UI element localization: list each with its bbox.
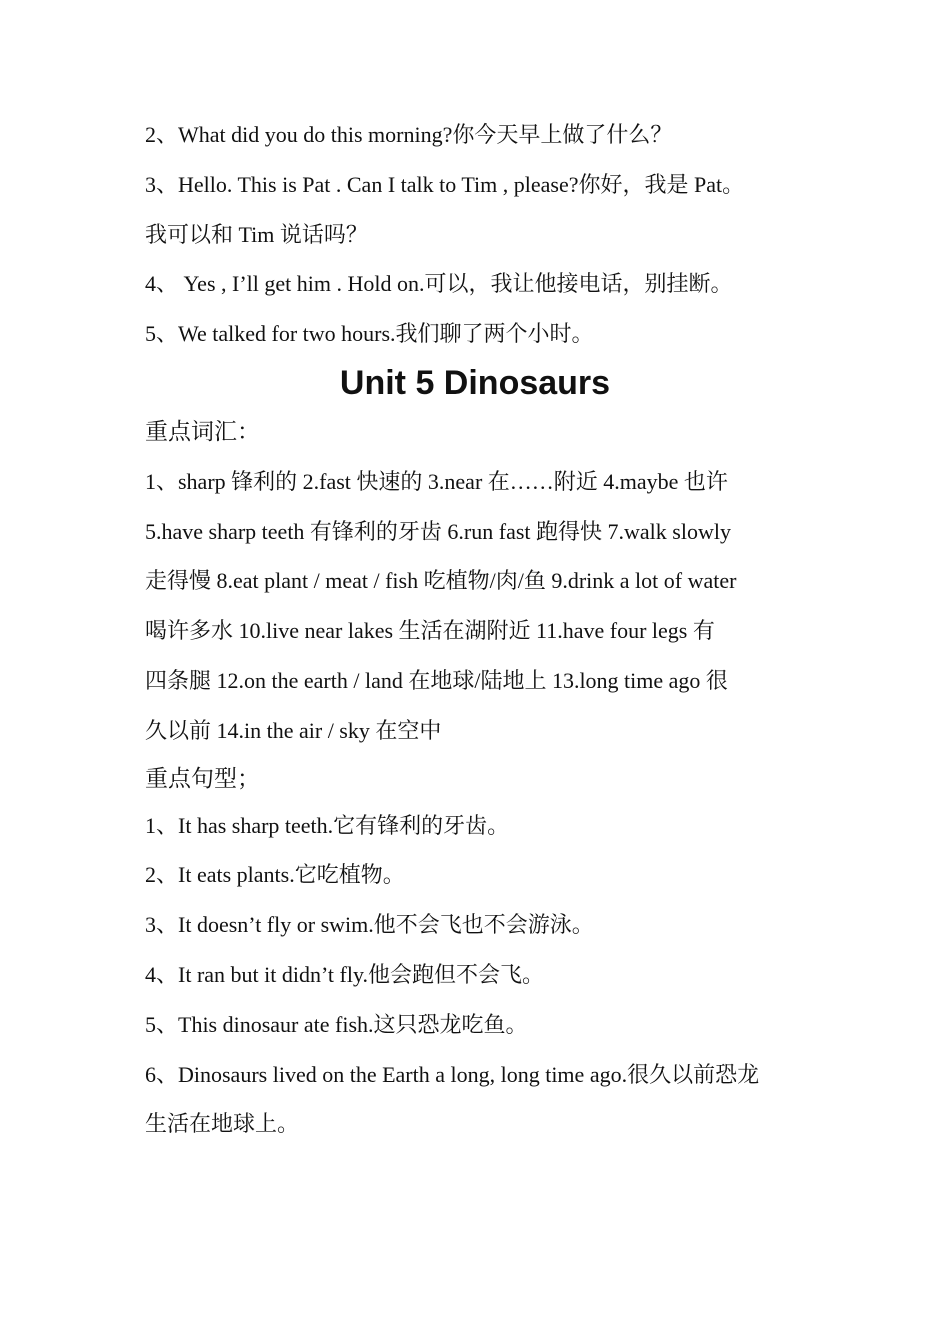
vocabulary-line: 四条腿 12.on the earth / land 在地球/陆地上 13.long time ago 很 (145, 667, 728, 693)
sentence-line: 2、What did you do this morning?你今天早上做了什么？ (145, 122, 673, 147)
sentence-pattern-line: 2、It eats plants.它吃植物。 (145, 862, 405, 888)
sentence-pattern-line: 5、This dinosaur ate fish.这只恐龙吃鱼。 (145, 1011, 528, 1037)
vocabulary-line: 走得慢 8.eat plant / meat / fish 吃植物/肉/鱼 9.drink a lot of water (145, 568, 737, 594)
vocabulary-heading: 重点词汇： (145, 418, 260, 444)
sentence-pattern-line: 4、It ran but it didn’t fly.他会跑但不会飞。 (145, 961, 545, 987)
sentence-line: 4、 Yes , I’ll get him . Hold on.可以，我让他接电话，别挂断。 (145, 271, 733, 297)
sentence-pattern-line: 1、It has sharp teeth.它有锋利的牙齿。 (145, 812, 510, 838)
document-content (145, 110, 810, 1149)
sentence-patterns-heading: 重点句型； (145, 765, 260, 791)
vocabulary-line: 1、sharp 锋利的 2.fast 快速的 3.near 在……附近 4.maybe 也许 (145, 468, 728, 494)
vocabulary-line: 喝许多水 10.live near lakes 生活在湖附近 11.have four legs 有 (145, 618, 715, 644)
sentence-line: 3、Hello. This is Pat . Can I talk to Tim , please?你好，我是 Pat。 (145, 171, 745, 197)
sentence-line: 我可以和 Tim 说话吗？ (145, 221, 368, 247)
unit-title: Unit 5 Dinosaurs (339, 363, 611, 402)
sentence-pattern-line: 3、It doesn’t fly or swim.他不会飞也不会游泳。 (145, 912, 594, 938)
sentence-pattern-line: 生活在地球上。 (145, 1111, 300, 1137)
sentence-line: 5、We talked for two hours.我们聊了两个小时。 (145, 321, 594, 347)
sentence-pattern-line: 6、Dinosaurs lived on the Earth a long, long time ago.很久以前恐龙 (145, 1061, 760, 1087)
vocabulary-line: 5.have sharp teeth 有锋利的牙齿 6.run fast 跑得快 7.walk slowly (145, 518, 731, 544)
vocabulary-line: 久以前 14.in the air / sky 在空中 (145, 717, 442, 743)
